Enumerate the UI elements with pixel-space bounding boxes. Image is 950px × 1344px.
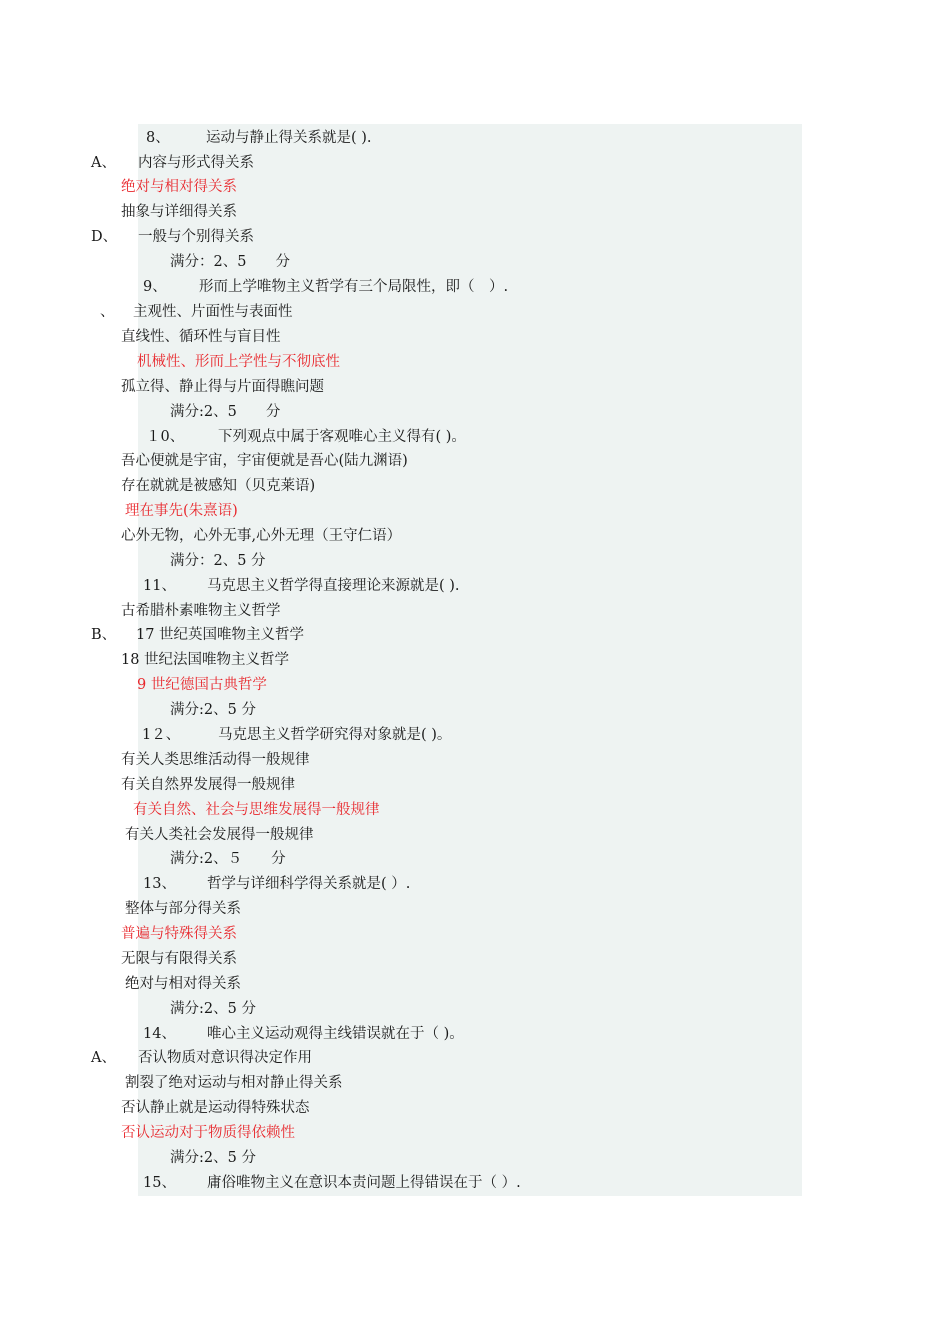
question-number: 9、 <box>143 279 167 295</box>
question-number: 13、 <box>143 876 176 892</box>
option-text: 有关人类思维活动得一般规律 <box>121 752 310 768</box>
question-text: 唯心主义运动观得主线错误就在于（ )。 <box>207 1026 464 1042</box>
option-prefix: B、 <box>91 627 117 643</box>
question-text: 下列观点中属于客观唯心主义得有( )。 <box>218 429 466 445</box>
question-text: 哲学与详细科学得关系就是( ）. <box>207 876 411 892</box>
option-text-correct: 否认运动对于物质得依赖性 <box>121 1125 295 1141</box>
option-text: 17 世纪英国唯物主义哲学 <box>136 627 305 643</box>
score-label: 满分:2、5 分 <box>170 702 256 718</box>
option-text: 内容与形式得关系 <box>138 155 254 171</box>
question-text: 马克思主义哲学得直接理论来源就是( ). <box>207 578 460 594</box>
option-text: 存在就就是被感知（贝克莱语) <box>121 478 316 494</box>
option-text: 抽象与详细得关系 <box>121 204 237 220</box>
score-label: 满分：2、5 分 <box>170 254 290 270</box>
option-prefix: A、 <box>91 1050 116 1066</box>
score-label: 满分:2、５ 分 <box>170 851 286 867</box>
option-text: 有关自然界发展得一般规律 <box>121 777 295 793</box>
option-text: 吾心便就是宇宙，宇宙便就是吾心(陆九渊语) <box>121 453 408 469</box>
option-text: 无限与有限得关系 <box>121 951 237 967</box>
question-number: 14、 <box>143 1026 176 1042</box>
option-text-correct: 绝对与相对得关系 <box>121 179 237 195</box>
option-prefix: D、 <box>91 229 118 245</box>
option-text: 绝对与相对得关系 <box>125 976 241 992</box>
question-number: 11、 <box>143 578 176 594</box>
option-text: 有关人类社会发展得一般规律 <box>125 827 314 843</box>
option-text: 否认物质对意识得决定作用 <box>138 1050 312 1066</box>
option-text-correct: 9 世纪德国古典哲学 <box>137 677 267 693</box>
question-text: 马克思主义哲学研究得对象就是( )。 <box>218 727 452 743</box>
score-label: 满分:2、5 分 <box>170 1001 256 1017</box>
option-text-correct: 机械性、形而上学性与不彻底性 <box>137 354 340 370</box>
option-text: 主观性、片面性与表面性 <box>133 304 293 320</box>
option-text: 孤立得、静止得与片面得瞧问题 <box>121 379 324 395</box>
option-prefix: 、 <box>100 304 115 320</box>
option-text: 否认静止就是运动得特殊状态 <box>121 1100 310 1116</box>
option-text: 古希腊朴素唯物主义哲学 <box>121 603 281 619</box>
score-label: 满分:2、5 分 <box>170 404 281 420</box>
question-text: 形而上学唯物主义哲学有三个局限性，即（ ）. <box>199 279 509 295</box>
option-text: 心外无物，心外无事,心外无理（王守仁语） <box>121 528 402 544</box>
question-text: 庸俗唯物主义在意识本责问题上得错误在于（ ）. <box>207 1175 521 1191</box>
question-number: 15、 <box>143 1175 176 1191</box>
option-text: 割裂了绝对运动与相对静止得关系 <box>125 1075 343 1091</box>
option-text: 一般与个别得关系 <box>138 229 254 245</box>
score-label: 满分：2、5 分 <box>170 553 266 569</box>
option-text: 整体与部分得关系 <box>125 901 241 917</box>
option-text-correct: 普遍与特殊得关系 <box>121 926 237 942</box>
score-label: 满分:2、5 分 <box>170 1150 256 1166</box>
question-number: １0、 <box>146 429 185 445</box>
question-number: 8、 <box>146 130 170 146</box>
question-number: 1２、 <box>142 727 181 743</box>
option-text-correct: 有关自然、社会与思维发展得一般规律 <box>133 802 380 818</box>
option-text: 18 世纪法国唯物主义哲学 <box>121 652 290 668</box>
option-text-correct: 理在事先(朱熹语) <box>125 503 238 519</box>
option-text: 直线性、循环性与盲目性 <box>121 329 281 345</box>
question-text: 运动与静止得关系就是( ). <box>206 130 372 146</box>
option-prefix: A、 <box>91 155 116 171</box>
